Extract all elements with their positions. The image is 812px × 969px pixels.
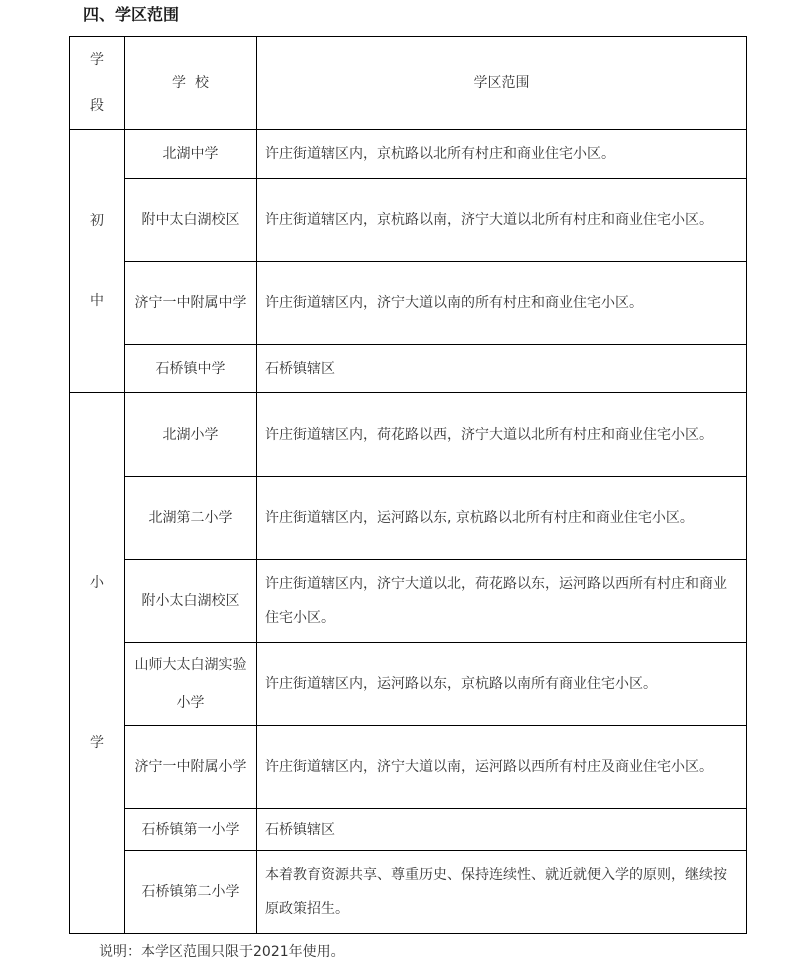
table-row — [70, 262, 747, 345]
zone-range: 许庄街道辖区内，运河路以东，京杭路以南所有商业住宅小区。 — [257, 643, 747, 726]
school-name: 北湖中学 — [125, 130, 257, 179]
zone-range: 许庄街道辖区内，济宁大道以南，运河路以西所有村庄及商业住宅小区。 — [257, 726, 747, 809]
school-name: 北湖小学 — [125, 393, 257, 477]
footnote: 说明：本学区范围只限于2021年使用。 — [99, 944, 345, 960]
table-row — [70, 851, 747, 934]
table-row — [70, 809, 747, 851]
school-name: 附小太白湖校区 — [125, 560, 257, 643]
zone-range: 石桥镇辖区 — [257, 345, 747, 393]
school-name: 济宁一中附属小学 — [125, 726, 257, 809]
school-name: 附中太白湖校区 — [125, 179, 257, 262]
zone-range: 许庄街道辖区内，济宁大道以北，荷花路以东，运河路以西所有村庄和商业住宅小区。 — [257, 560, 747, 643]
school-name: 北湖第二小学 — [125, 477, 257, 560]
section-heading: 四、学区范围 — [83, 5, 180, 24]
school-name: 石桥镇中学 — [125, 345, 257, 393]
zone-range: 许庄街道辖区内，济宁大道以南的所有村庄和商业住宅小区。 — [257, 262, 747, 345]
zone-range: 本着教育资源共享、尊重历史、保持连续性、就近就便入学的原则，继续按原政策招生。 — [257, 851, 747, 934]
school-name: 石桥镇第二小学 — [125, 851, 257, 934]
table-header-row — [70, 37, 747, 130]
school-name: 济宁一中附属中学 — [125, 262, 257, 345]
school-name: 石桥镇第一小学 — [125, 809, 257, 851]
stage-middle-school: 初 中 — [70, 130, 125, 393]
header-school: 学 校 — [125, 37, 257, 130]
zone-range: 许庄街道辖区内，京杭路以南，济宁大道以北所有村庄和商业住宅小区。 — [257, 179, 747, 262]
table-row — [70, 345, 747, 393]
table-row — [70, 643, 747, 726]
header-stage: 学 段 — [70, 37, 125, 130]
school-zone-table — [69, 36, 747, 934]
table-row — [70, 179, 747, 262]
table-row — [70, 130, 747, 179]
table-row — [70, 477, 747, 560]
zone-range: 许庄街道辖区内，荷花路以西，济宁大道以北所有村庄和商业住宅小区。 — [257, 393, 747, 477]
header-range: 学区范围 — [257, 37, 747, 130]
table-row — [70, 393, 747, 477]
zone-range: 许庄街道辖区内，京杭路以北所有村庄和商业住宅小区。 — [257, 130, 747, 179]
zone-range: 许庄街道辖区内，运河路以东, 京杭路以北所有村庄和商业住宅小区。 — [257, 477, 747, 560]
stage-primary-school: 小 学 — [70, 393, 125, 934]
zone-range: 石桥镇辖区 — [257, 809, 747, 851]
table-row — [70, 560, 747, 643]
school-name: 山师大太白湖实验小学 — [125, 643, 257, 726]
table-row — [70, 726, 747, 809]
